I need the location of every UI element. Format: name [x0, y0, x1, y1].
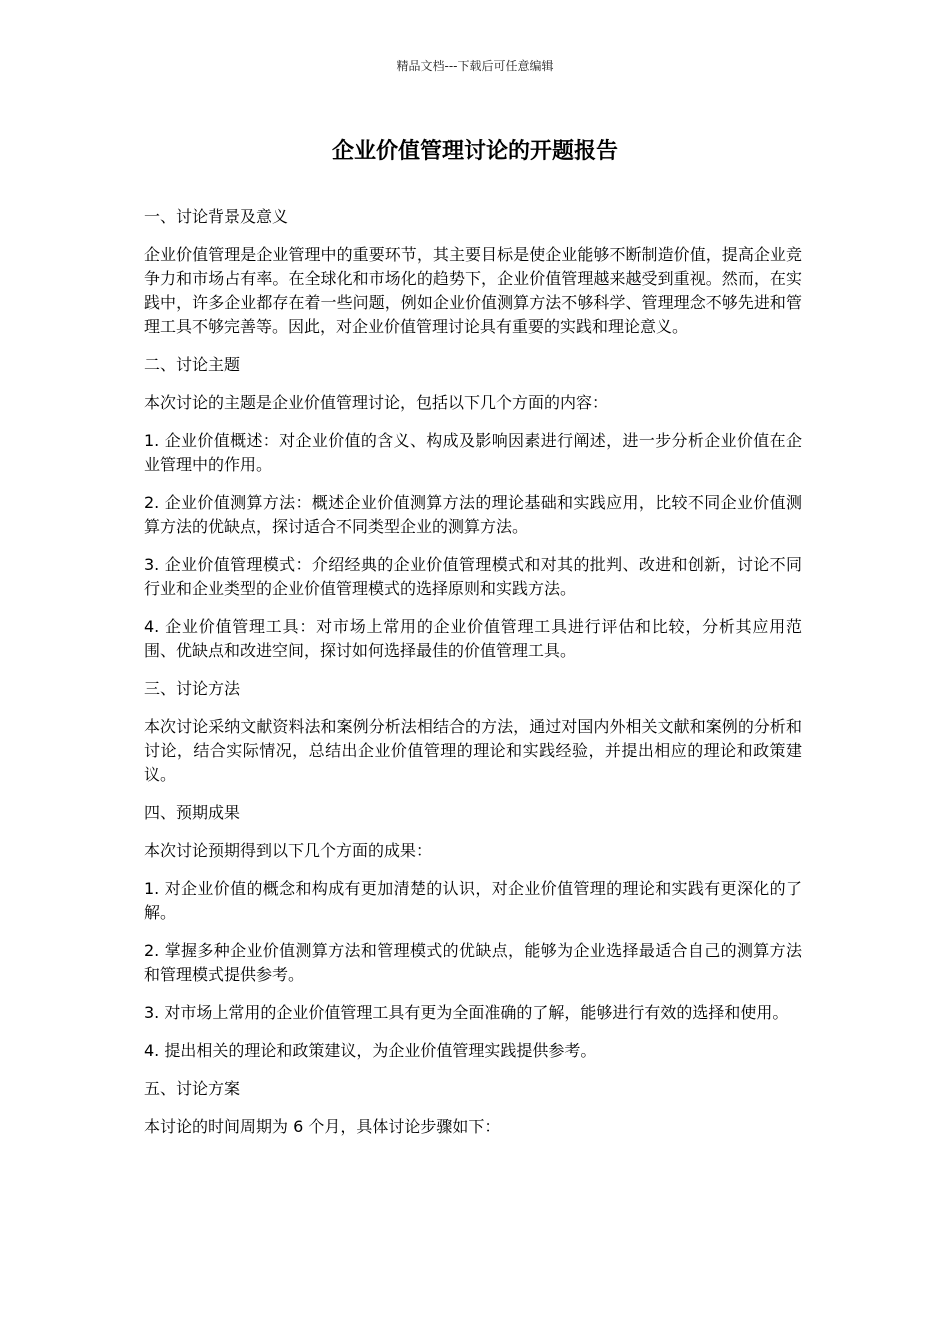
paragraph-topic-intro: 本次讨论的主题是企业价值管理讨论，包括以下几个方面的内容：	[144, 393, 609, 412]
list-item-result-3: 3. 对市场上常用的企业价值管理工具有更为全面准确的了解，能够进行有效的选择和使用。	[144, 1003, 789, 1022]
paragraph-results-intro: 本次讨论预期得到以下几个方面的成果：	[144, 841, 433, 860]
paragraph-background: 企业价值管理是企业管理中的重要环节，其主要目标是使企业能够不断制造价值，提高企业竞争力和市场占有率。在全球化和市场化的趋势下，企业价值管理越来越受到重视。然而，在实践中，许多企业都存在着一些问题，例如企业价值测算方法不够科学、管理理念不够先进和管理工具不够完善等。因此，对企业价值管理讨论具有重要的实践和理论意义。	[144, 245, 802, 336]
list-item-topic-4: 4. 企业价值管理工具：对市场上常用的企业价值管理工具进行评估和比较，分析其应用范围、优缺点和改进空间，探讨如何选择最佳的价值管理工具。	[144, 617, 802, 660]
section-heading-topic: 二、讨论主题	[144, 355, 241, 374]
section-heading-background: 一、讨论背景及意义	[144, 207, 289, 226]
section-heading-results: 四、预期成果	[144, 803, 241, 822]
document-body	[144, 205, 802, 1153]
list-item-topic-2: 2. 企业价值测算方法：概述企业价值测算方法的理论基础和实践应用，比较不同企业价值测算方法的优缺点，探讨适合不同类型企业的测算方法。	[144, 493, 802, 536]
section-heading-plan: 五、讨论方案	[144, 1079, 241, 1098]
section-heading-method: 三、讨论方法	[144, 679, 241, 698]
header-watermark: 精品文档---下载后可任意编辑	[396, 59, 554, 73]
paragraph-method: 本次讨论采纳文献资料法和案例分析法相结合的方法，通过对国内外相关文献和案例的分析和讨论，结合实际情况，总结出企业价值管理的理论和实践经验，并提出相应的理论和政策建议。	[144, 717, 802, 784]
list-item-result-1: 1. 对企业价值的概念和构成有更加清楚的认识，对企业价值管理的理论和实践有更深化的了解。	[144, 879, 802, 922]
list-item-result-2: 2. 掌握多种企业价值测算方法和管理模式的优缺点，能够为企业选择最适合自己的测算方法和管理模式提供参考。	[144, 941, 802, 984]
paragraph-plan-intro: 本讨论的时间周期为 6 个月，具体讨论步骤如下：	[144, 1117, 501, 1136]
document-title: 企业价值管理讨论的开题报告	[331, 139, 618, 164]
list-item-topic-1: 1. 企业价值概述：对企业价值的含义、构成及影响因素进行阐述，进一步分析企业价值在企业管理中的作用。	[144, 431, 802, 474]
list-item-result-4: 4. 提出相关的理论和政策建议，为企业价值管理实践提供参考。	[144, 1041, 597, 1060]
list-item-topic-3: 3. 企业价值管理模式：介绍经典的企业价值管理模式和对其的批判、改进和创新，讨论不同行业和企业类型的企业价值管理模式的选择原则和实践方法。	[144, 555, 802, 598]
